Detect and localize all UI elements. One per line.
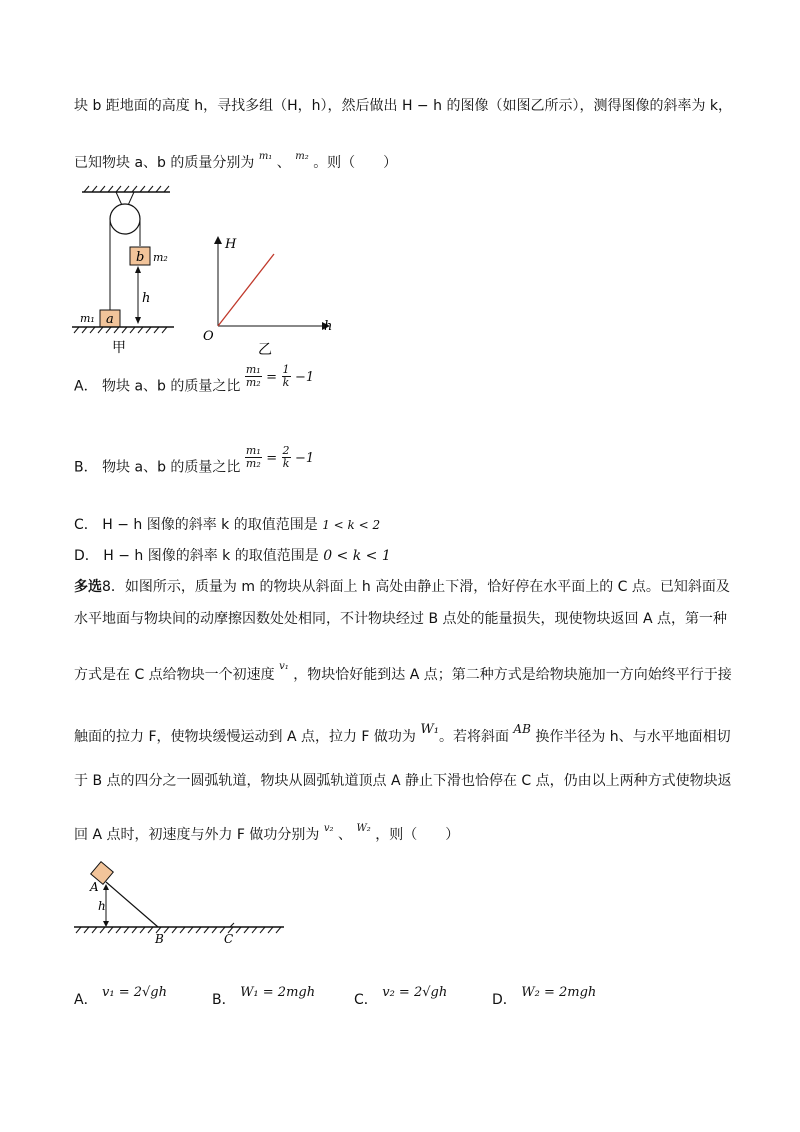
label-A: A [90, 880, 99, 894]
q7-line1: 块 b 距地面的高度 h，寻找多组（H，h），然后做出 H − h 的图像（如图乙所示），测得图像的斜率为 k， [74, 98, 732, 114]
option-letter: C． [354, 992, 378, 1008]
q8-v1: v₁ [279, 661, 289, 672]
option-letter: D． [74, 548, 99, 564]
q8-line4: 触面的拉力 F，使物块缓慢运动到 A 点，拉力 F 做功为 W₁。若将斜面 AB 换作半径为 h、与水平地面相切 [74, 722, 731, 745]
pulley [110, 204, 140, 234]
option-expr: v₁ = 2√gh [102, 985, 167, 1000]
rhs-fraction: $\frac{2}{k}$ [282, 444, 290, 470]
figure-jia [70, 184, 180, 356]
option-text: 物块 a、b 的质量之比 [102, 378, 241, 395]
q7-line2-pre: 已知物块 a、b 的质量分别为 [74, 155, 255, 171]
option-letter: A． [74, 992, 98, 1008]
option-text: 物块 a、b 的质量之比 [102, 459, 241, 476]
q8-tag: 多选 [74, 579, 102, 595]
q7-m2: m₂ [295, 151, 309, 162]
option-letter: B． [74, 459, 98, 476]
axis-x-label: h [324, 319, 333, 334]
q8-AB: AB [513, 722, 531, 736]
q8-line1: 多选8．如图所示，质量为 m 的物块从斜面上 h 高处由静止下滑，恰好停在水平面上的 C 点。已知斜面及 [74, 579, 730, 595]
ratio-fraction: $\frac{\text{m₁}}{\text{m₂}}$ [245, 363, 261, 389]
H-h-line [218, 254, 274, 326]
q8-W2: W₂ [356, 823, 371, 834]
q8-option-d[interactable] [492, 985, 597, 1011]
q8-option-b[interactable] [212, 985, 316, 1011]
option-expr: W₁ = 2mgh [240, 985, 316, 1000]
q8-option-a[interactable] [74, 985, 167, 1011]
q8-line5: 于 B 点的四分之一圆弧轨道，物块从圆弧轨道顶点 A 静止下滑也恰停在 C 点，仍由以上两种方式使物块返 [74, 773, 732, 789]
q7-sep: 、 [276, 155, 291, 171]
option-letter: C． [74, 517, 98, 533]
label-a: a [106, 312, 114, 327]
q8-W1: W₁ [420, 722, 439, 737]
ratio-fraction: $\frac{\text{m₁}}{\text{m₂}}$ [245, 444, 261, 470]
caption-yi: 乙 [258, 342, 272, 356]
q8-line2: 水平地面与物块间的动摩擦因数处处相同，不计物块经过 B 点处的能量损失，现使物块返回 A 点，第一种 [74, 611, 727, 627]
q7-option-d[interactable] [74, 546, 391, 566]
q7-line2-post: 。则（ ） [313, 155, 398, 171]
option-expr: W₂ = 2mgh [521, 985, 597, 1000]
label-b: b [136, 250, 145, 265]
origin-label: O [203, 329, 214, 344]
caption-jia: 甲 [112, 340, 126, 356]
q7-line2 [74, 153, 397, 175]
option-letter: B． [212, 992, 236, 1008]
label-m1: m₁ [80, 312, 95, 325]
option-letter: D． [492, 992, 517, 1008]
q7-option-a[interactable]: A． 物块 a、b 的质量之比 $\frac{\text{m₁}}{\text{m₂}}$ = $\frac{1}{k}$ −1 [74, 363, 315, 395]
q8-option-c[interactable] [354, 985, 448, 1011]
label-B: B [155, 932, 164, 946]
rhs-fraction: $\frac{1}{k}$ [282, 363, 290, 389]
label-C: C [224, 932, 234, 946]
q8-v2: v₂ [323, 823, 334, 834]
q8-line3: 方式是在 C 点给物块一个初速度 $^{v_1}$ ，物块恰好能到达 A 点；第二种方式是给物块施加一方向始终平行于接 [74, 661, 732, 683]
option-expr: v₂ = 2√gh [382, 985, 448, 1000]
q7-m1: m₁ [258, 151, 273, 162]
figure-yi [198, 232, 340, 356]
option-letter: A． [74, 378, 98, 395]
option-text: H − h 图像的斜率 k 的取值范围是 [102, 517, 318, 533]
q8-number: 8． [102, 579, 125, 595]
incline-ab [106, 882, 158, 927]
range: 0 < k < 1 [323, 548, 391, 564]
label-h: h [98, 899, 106, 913]
q7-option-c[interactable] [74, 515, 380, 535]
axis-y-label: H [225, 237, 237, 252]
q8-line6: 回 A 点时，初速度与外力 F 做功分别为 $^{v_2}$ 、 $^{W_2}$ ，则（ ） [74, 823, 460, 843]
label-h: h [142, 291, 151, 306]
option-text: H − h 图像的斜率 k 的取值范围是 [103, 548, 319, 564]
label-m2: m₂ [153, 251, 168, 264]
q7-option-b[interactable]: B． 物块 a、b 的质量之比 $\frac{\text{m₁}}{\text{m₂}}$ = $\frac{2}{k}$ −1 [74, 444, 315, 476]
figure-incline [70, 855, 290, 947]
range: 1 < k < 2 [322, 518, 381, 532]
